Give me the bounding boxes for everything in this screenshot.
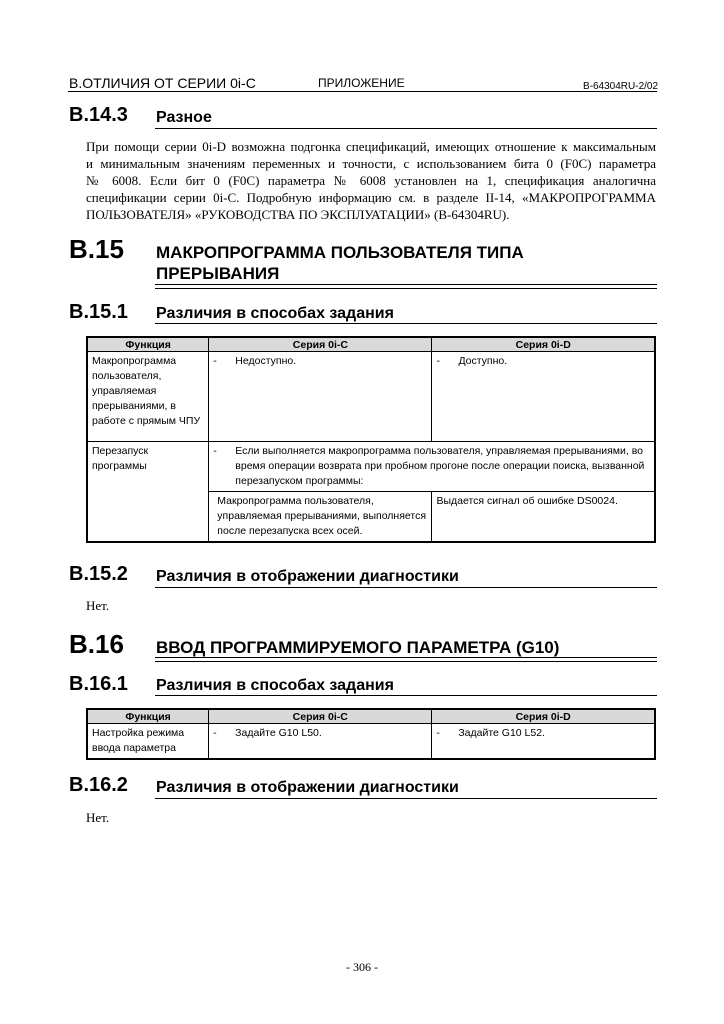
section-divider — [155, 695, 657, 696]
cell-text: Недоступно. — [235, 355, 297, 367]
column-header: Серия 0i-D — [432, 337, 655, 352]
chapter-number: B.15 — [69, 234, 124, 264]
function-cell: Макропрограмма пользователя, управляемая прерываниями, в работе с прямым ЧПУ — [87, 352, 209, 442]
bullet-dash: - — [213, 727, 217, 739]
section-heading-b1443 — [69, 104, 212, 127]
section-heading-b152 — [69, 563, 459, 586]
spec-table-b161 — [86, 708, 656, 760]
header-chapter: B.ОТЛИЧИЯ ОТ СЕРИИ 0i-C — [69, 75, 256, 91]
cell-text: Задайте G10 L52. — [458, 727, 545, 739]
bullet-dash: - — [436, 727, 440, 739]
section-title: Различия в отображении диагностики — [156, 568, 459, 585]
section-heading-b162 — [69, 774, 459, 797]
column-header: Функция — [87, 337, 209, 352]
section-heading-b161 — [69, 673, 394, 696]
series-c-cell — [209, 724, 432, 760]
bullet-dash: - — [213, 355, 217, 367]
series-d-cell — [432, 352, 655, 442]
series-d-cell — [432, 724, 655, 760]
section-divider — [155, 587, 657, 588]
function-cell: Настройка режима ввода параметра — [87, 724, 209, 760]
bullet-dash: - — [213, 445, 217, 457]
section-number: B.15.1 — [69, 301, 128, 323]
page-number: - 306 - — [346, 960, 378, 974]
section-title: Разное — [156, 109, 212, 126]
chapter-heading-b16 — [69, 629, 560, 660]
paragraph-line: ПОЛЬЗОВАТЕЛЯ» «РУКОВОДСТВА ПО ЭКСПЛУАТАЦИИ» (B-64304RU). — [86, 207, 510, 222]
function-cell: Перезапуск программы — [87, 442, 209, 543]
chapter-divider — [155, 657, 657, 662]
table-row — [87, 724, 655, 760]
bullet-dash: - — [436, 355, 440, 367]
chapter-title-line1: МАКРОПРОГРАММА ПОЛЬЗОВАТЕЛЯ ТИПА — [156, 243, 524, 262]
section-title: Различия в способах задания — [156, 305, 394, 322]
section-number: B.16.1 — [69, 673, 128, 695]
paragraph-b152: Нет. — [86, 598, 110, 613]
section-divider — [155, 323, 657, 324]
section-heading-b151 — [69, 301, 394, 324]
merged-cell — [209, 442, 655, 492]
section-divider — [155, 128, 657, 129]
table-header-row — [87, 337, 655, 352]
chapter-divider — [155, 284, 657, 289]
paragraph-line: При помощи серии 0i-D возможна подгонка спецификаций, имеющих отношение к максимальным — [86, 139, 656, 154]
spec-table-b151 — [86, 336, 656, 543]
column-header: Серия 0i-C — [209, 709, 432, 724]
series-c-cell: Макропрограмма пользователя, управляемая прерываниями, выполняется после перезапуска всех осей. — [209, 492, 432, 543]
paragraph-b162: Нет. — [86, 810, 110, 825]
series-d-cell: Выдается сигнал об ошибке DS0024. — [432, 492, 655, 543]
section-divider — [155, 798, 657, 799]
table-row — [87, 352, 655, 442]
paragraph-line: и минимальным значениям переменных и точности, с использованием бита 0 (F0C) параметра — [86, 156, 656, 171]
header-divider — [68, 91, 657, 92]
table-row — [87, 442, 655, 492]
section-title: Различия в отображении диагностики — [156, 779, 459, 796]
section-number: B.16.2 — [69, 774, 128, 796]
cell-text: Доступно. — [458, 355, 508, 367]
header-appendix: ПРИЛОЖЕНИЕ — [318, 76, 405, 90]
chapter-title: ВВОД ПРОГРАММИРУЕМОГО ПАРАМЕТРА (G10) — [156, 638, 560, 657]
paragraph-b1443 — [86, 138, 656, 223]
table-header-row — [87, 709, 655, 724]
column-header: Серия 0i-D — [432, 709, 655, 724]
paragraph-line: № 6008. Если бит 0 (F0C) параметра № 6008 установлен на 1, спецификация аналогична — [86, 173, 656, 188]
chapter-number: B.16 — [69, 629, 124, 659]
cell-text: Если выполняется макропрограмма пользователя, управляемая прерываниями, во время операции возврата при пробном прогоне после операции поиска, вызванной перезапуском программы: — [235, 445, 645, 487]
section-number: B.14.3 — [69, 104, 128, 126]
paragraph-line: спецификации серии 0i-C. Подробную информацию см. в разделе II-14, «МАКРОПРОГРАММА — [86, 190, 656, 205]
header-doc-code: B-64304RU-2/02 — [583, 81, 659, 92]
column-header: Функция — [87, 709, 209, 724]
chapter-title-line2: ПРЕРЫВАНИЯ — [156, 264, 280, 283]
section-number: B.15.2 — [69, 563, 128, 585]
series-c-cell — [209, 352, 432, 442]
column-header: Серия 0i-C — [209, 337, 432, 352]
cell-text: Задайте G10 L50. — [235, 727, 322, 739]
section-title: Различия в способах задания — [156, 677, 394, 694]
chapter-heading-b15 — [69, 234, 524, 283]
